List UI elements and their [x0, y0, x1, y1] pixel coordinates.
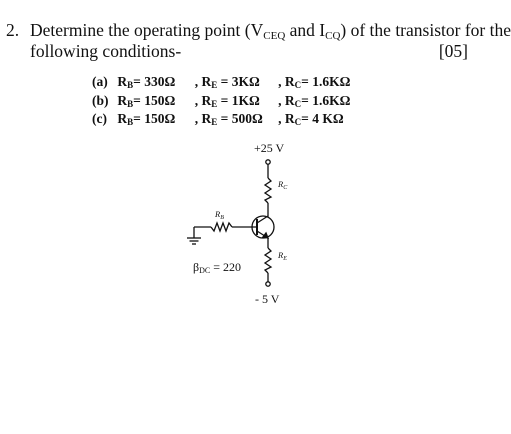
beta-subscript: DC [199, 266, 211, 275]
rb-value: 150Ω [144, 111, 176, 126]
vcc-terminal [266, 160, 270, 164]
rc-value-group: , $R_C= 1.6K\Omega$ [278, 93, 351, 109]
re-label-main: R [278, 250, 284, 260]
beta-symbol: β [193, 260, 200, 274]
vcc-label: +25 V [254, 141, 285, 155]
rb-value-group: $R_B= 150\Omega$ [117, 111, 176, 127]
rb-label [214, 209, 224, 221]
re-label-sub: E [283, 256, 287, 262]
rc-label-main: R [278, 179, 284, 189]
re-value: 500Ω [231, 111, 263, 126]
re-value-group: , $R_E = 1K\Omega$ [194, 93, 260, 109]
question-text-part: and I [285, 20, 326, 40]
beta-value: = 220 [210, 260, 242, 274]
icq-subscript: CQ [325, 30, 341, 42]
emitter-arrow [263, 233, 268, 238]
question-text-part: ) of the transistor for the [340, 20, 511, 40]
question-text-part: Determine the operating point (V [30, 20, 264, 40]
rc-value: 4 KΩ [312, 111, 344, 126]
rb-resistor [211, 223, 232, 231]
beta-label [193, 260, 241, 275]
condition-label: (c) [92, 111, 107, 126]
rc-value: 1.6KΩ [312, 74, 351, 89]
rb-label-sub: B [220, 215, 224, 221]
condition-label: (b) [92, 93, 109, 108]
question-line-2: following conditions- [30, 41, 182, 61]
rc-resistor [265, 178, 271, 203]
rb-value: 150Ω [144, 93, 176, 108]
rb-value-group: $R_B= 150\Omega$ [117, 93, 176, 109]
rc-value-group: , $R_C= 1.6K\Omega$ [278, 74, 351, 90]
rb-value-group: $R_B= 330\Omega$ [117, 74, 176, 90]
re-resistor [265, 248, 271, 273]
rb-label-main: R [215, 209, 221, 219]
marks: [05] [438, 41, 468, 61]
re-value: 1KΩ [231, 93, 260, 108]
vee-terminal [266, 282, 270, 286]
rc-value: 1.6KΩ [312, 93, 351, 108]
re-value-group: , $R_E = 3K\Omega$ [194, 74, 260, 90]
vceq-subscript: CEQ [263, 30, 286, 42]
rc-value-group: , $R_C= 4$ KΩ [278, 111, 344, 127]
vee-label: - 5 V [255, 292, 280, 306]
re-value-group: , $R_E = 500\Omega$ [194, 111, 263, 127]
rb-value: 330Ω [144, 74, 176, 89]
condition-label: (a) [92, 74, 108, 89]
re-label [277, 250, 287, 262]
question-number: 2. [6, 20, 20, 40]
rc-label [277, 179, 288, 191]
rc-label-sub: C [283, 185, 288, 191]
re-value: 3KΩ [231, 74, 260, 89]
